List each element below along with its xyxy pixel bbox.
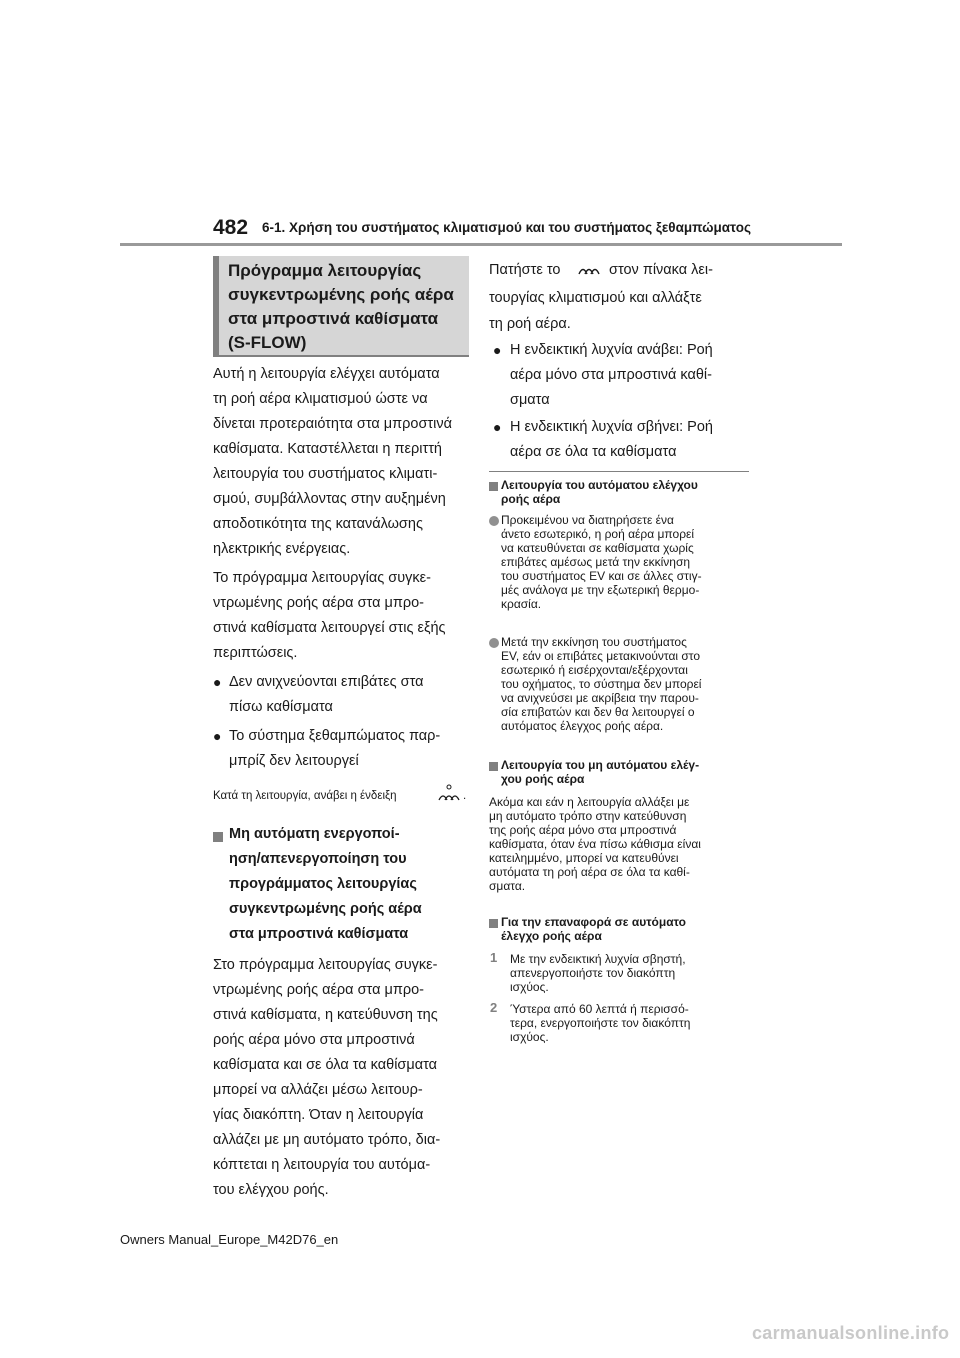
item-line: κρασία. <box>501 597 542 611</box>
section-line: Ακόμα και εάν η λειτουργία αλλάξει με <box>489 795 690 809</box>
subsection-heading-line: ηση/απενεργοποίηση του <box>229 851 407 867</box>
step-line: ισχύος. <box>510 1030 549 1044</box>
subsection-heading-line: Μη αυτόματη ενεργοποί- <box>229 826 400 842</box>
header-divider <box>120 243 842 246</box>
s-flow-button-icon <box>577 260 601 278</box>
item-line: να κατευθύνεται σε καθίσματα χωρίς <box>501 541 694 555</box>
intro-text: τουργίας κλιματισμού και αλλάξτε <box>489 290 702 306</box>
paragraph-line: στινά καθίσματα λειτουργεί στις εξής <box>213 620 446 636</box>
step-number: 2 <box>490 1000 498 1015</box>
step-line: απενεργοποιήστε τον διακόπτη <box>510 966 676 980</box>
subsection-marker <box>489 482 498 491</box>
bullet-text: Η ενδεικτική λυχνία σβήνει: Ροή <box>510 419 713 435</box>
section-heading-line: (S-FLOW) <box>228 333 307 352</box>
item-line: σία επιβατών και δεν θα λειτουργεί ο <box>501 705 695 719</box>
item-line: του συστήματος EV και σε άλλες στιγ- <box>501 569 702 583</box>
paragraph-line: δίνεται προτεραιότητα στα μπροστινά <box>213 416 452 432</box>
paragraph-line: ντρωμένης ροής αέρα στα μπρο- <box>213 595 424 611</box>
bullet-text: πίσω καθίσματα <box>229 699 333 715</box>
section-line: της ροής αέρα μόνο στα μπροστινά <box>489 823 677 837</box>
paragraph-line: στινά καθίσματα, η κατεύθυνση της <box>213 1007 438 1023</box>
paragraph-line: σμού, συμβάλλοντας στην αυξημένη <box>213 491 446 507</box>
paragraph-line: μπορεί να αλλάζει μέσω λειτουρ- <box>213 1082 423 1098</box>
paragraph-line: ροής αέρα μόνο στα μπροστινά <box>213 1032 415 1048</box>
section-heading-line: στα μπροστινά καθίσματα <box>228 309 439 328</box>
bullet-text: αέρα σε όλα τα καθίσματα <box>510 444 677 460</box>
bullet-text: σματα <box>510 392 550 408</box>
paragraph-line: ντρωμένης ροής αέρα στα μπρο- <box>213 982 424 998</box>
paragraph-line: γίας διακόπτη. Όταν η λειτουργία <box>213 1107 424 1123</box>
page-number: 482 <box>213 216 249 239</box>
paragraph-line: του ελέγχου ροής. <box>213 1182 329 1198</box>
item-dot <box>489 638 499 648</box>
section-line: σματα. <box>489 879 526 893</box>
bullet-text: Η ενδεικτική λυχνία ανάβει: Ροή <box>510 342 713 358</box>
item-line: του οχήματος, το σύστημα δεν μπορεί <box>501 677 702 691</box>
paragraph-line: καθίσματα και σε όλα τα καθίσματα <box>213 1057 438 1073</box>
item-line: εσωτερικό ή εισέρχονται/εξέρχονται <box>501 663 688 677</box>
subsection-heading-line: συγκεντρωμένης ροής αέρα <box>229 901 422 917</box>
watermark: carmanualsonline.info <box>752 1323 950 1343</box>
paragraph-line: λειτουργία του συστήματος κλιματι- <box>213 466 438 482</box>
subsection-heading-line: ροής αέρα <box>501 492 561 506</box>
section-line: μη αυτόματο τρόπο στην κατεύθυνση <box>489 809 687 823</box>
subsection-heading-line: έλεγχο ροής αέρα <box>501 929 602 943</box>
subsection-heading-line: Για την επαναφορά σε αυτόματο <box>501 915 686 929</box>
paragraph-line: αποδοτικότητα της κατανάλωσης <box>213 516 423 532</box>
paragraph-line: τη ροή αέρα κλιματισμού ώστε να <box>213 391 428 407</box>
paragraph-line: περιπτώσεις. <box>213 645 298 661</box>
item-line: Μετά την εκκίνηση του συστήματος <box>501 635 687 649</box>
item-dot <box>489 516 499 526</box>
paragraph-line: Αυτή η λειτουργία ελέγχει αυτόματα <box>213 366 440 382</box>
paragraph-line: ηλεκτρικής ενέργειας. <box>213 541 351 557</box>
subsection-marker <box>213 832 223 842</box>
note-end: . <box>463 790 467 802</box>
bullet-text: Δεν ανιχνεύονται επιβάτες στα <box>229 674 424 690</box>
item-line: EV, εάν οι επιβάτες μετακινούνται στο <box>501 649 701 663</box>
manual-id: Owners Manual_Europe_M42D76_en <box>120 1232 339 1247</box>
note-text: Κατά τη λειτουργία, ανάβει η ένδειξη <box>213 790 397 802</box>
step-number: 1 <box>490 950 498 965</box>
chapter-title: 6-1. Χρήση του συστήματος κλιματισμού και του συστήματος ξεθαμπώματος <box>262 220 751 235</box>
subsection-heading-line: προγράμματος λειτουργίας <box>229 876 417 892</box>
intro-text: στον πίνακα λει- <box>609 262 713 278</box>
bullet-dot: ● <box>213 674 222 690</box>
section-heading-line: Πρόγραμμα λειτουργίας <box>228 261 422 280</box>
section-line: αυτόματα τη ροή αέρα σε όλα τα καθί- <box>489 865 690 879</box>
section-heading-line: συγκεντρωμένης ροής αέρα <box>228 285 454 304</box>
paragraph-line: κόπτεται η λειτουργία του αυτόμα- <box>213 1157 431 1173</box>
bullet-dot: ● <box>493 419 502 435</box>
intro-text: Πατήστε το <box>489 262 561 278</box>
item-line: να ανιχνεύσει με ακρίβεια την παρου- <box>501 691 699 705</box>
bullet-text: Το σύστημα ξεθαμπώματος παρ- <box>229 728 441 744</box>
bullet-dot: ● <box>213 728 222 744</box>
subsection-heading-line: χου ροής αέρα <box>501 772 585 786</box>
step-line: Ύστερα από 60 λεπτά ή περισσό- <box>510 1002 689 1016</box>
step-line: τερα, ενεργοποιήστε τον διακόπτη <box>510 1016 691 1030</box>
subsection-marker <box>489 762 498 771</box>
step-line: Με την ενδεικτική λυχνία σβηστή, <box>510 952 686 966</box>
section-heading-box <box>213 256 469 357</box>
section-line: καθίσματα, όταν ένα πίσω κάθισμα είναι <box>489 837 701 851</box>
item-line: Προκειμένου να διατηρήσετε ένα <box>501 513 674 527</box>
subsection-heading-line: στα μπροστινά καθίσματα <box>229 926 409 942</box>
item-line: επιβάτες αμέσως μετά την εκκίνηση <box>501 555 691 569</box>
subsection-heading-line: Λειτουργία του αυτόματου ελέγχου <box>501 478 698 492</box>
paragraph-line: Το πρόγραμμα λειτουργίας συγκε- <box>213 570 431 586</box>
intro-text: τη ροή αέρα. <box>489 316 571 332</box>
bullet-dot: ● <box>493 342 502 358</box>
step-line: ισχύος. <box>510 980 549 994</box>
subsection-marker <box>489 919 498 928</box>
item-line: μές ανάλογα με την εξωτερική θερμο- <box>501 583 700 597</box>
item-line: άνετο εσωτερικό, η ροή αέρα μπορεί <box>501 527 695 541</box>
section-line: κατειλημμένο, μπορεί να κατευθύνει <box>489 851 679 865</box>
bullet-text: μπρίζ δεν λειτουργεί <box>229 753 359 769</box>
paragraph-line: αλλάζει με μη αυτόματο τρόπο, δια- <box>213 1132 441 1148</box>
paragraph-line: Στο πρόγραμμα λειτουργίας συγκε- <box>213 957 438 973</box>
paragraph-line: καθίσματα. Καταστέλλεται η περιττή <box>213 441 442 457</box>
item-line: αυτόματος έλεγχος ροής αέρα. <box>501 719 664 733</box>
section-divider <box>489 471 749 472</box>
s-flow-indicator-icon <box>437 784 461 804</box>
bullet-text: αέρα μόνο στα μπροστινά καθί- <box>510 367 712 383</box>
subsection-heading-line: Λειτουργία του μη αυτόματου ελέγ- <box>501 758 700 772</box>
